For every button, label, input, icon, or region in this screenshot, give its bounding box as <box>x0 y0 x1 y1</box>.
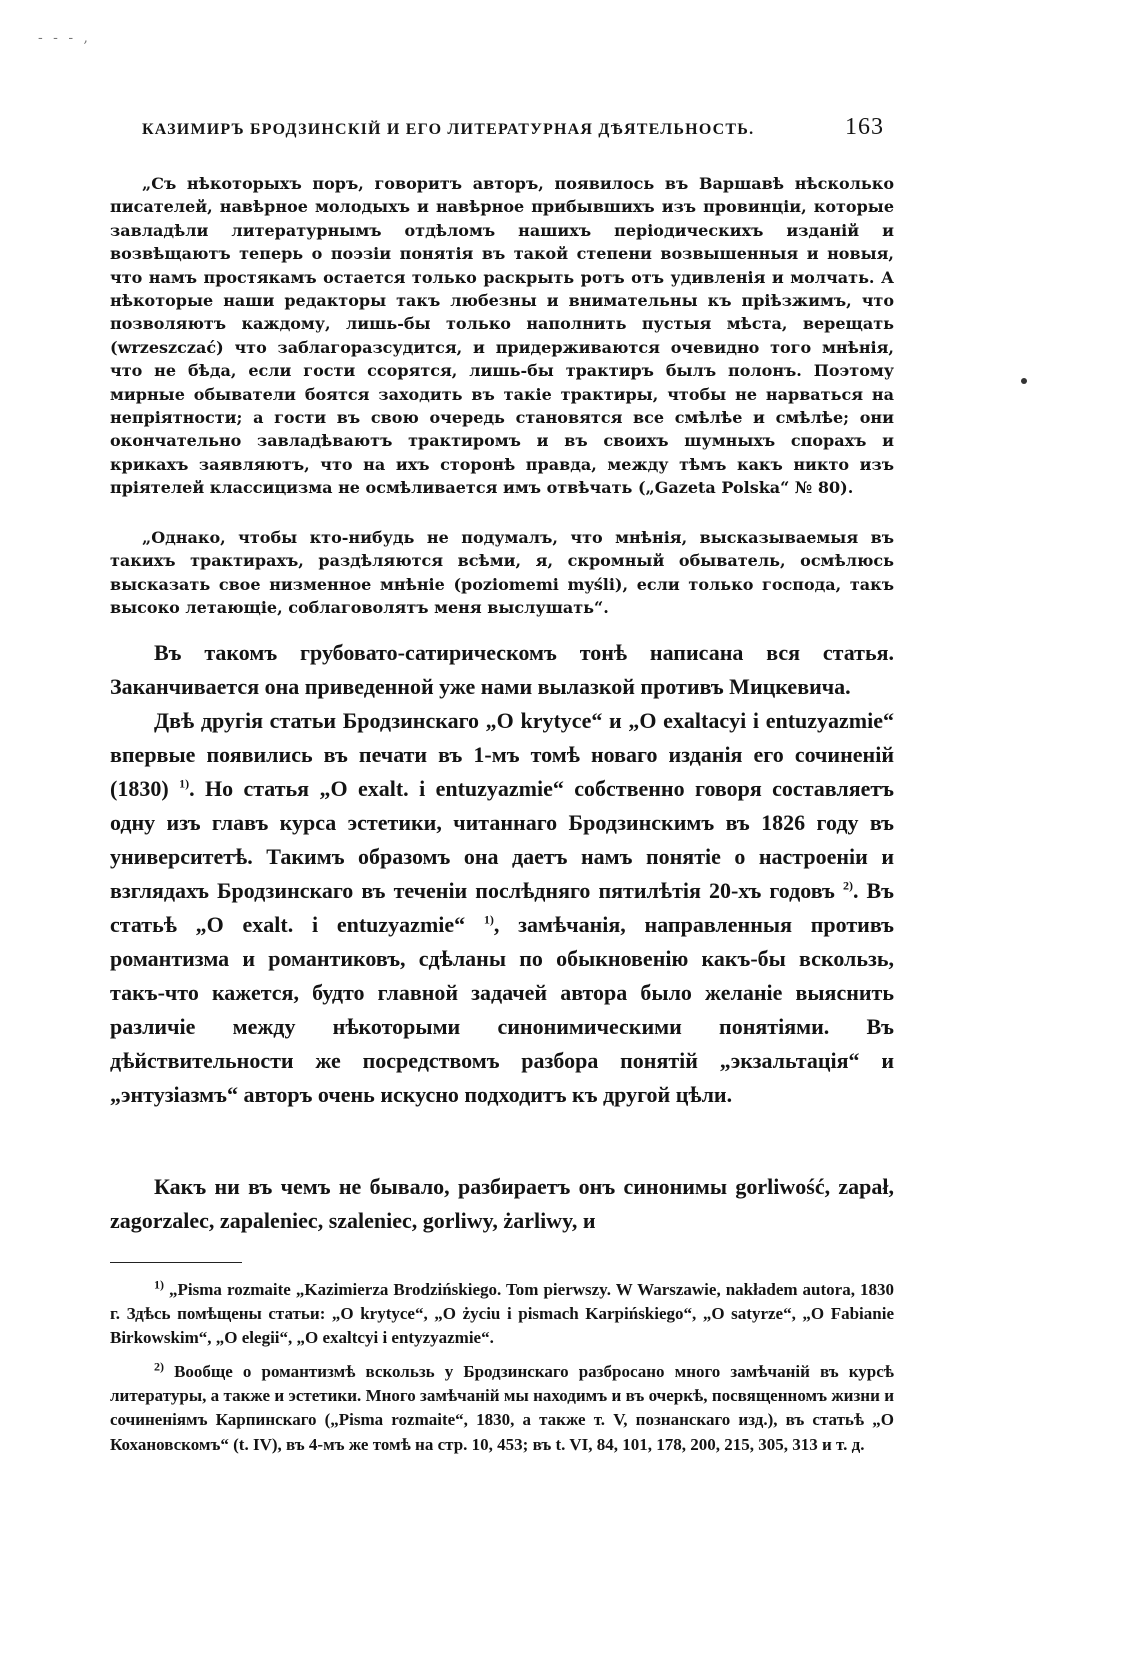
footnote-ref: 1) <box>483 912 494 927</box>
scan-speck <box>1021 378 1027 384</box>
paragraph-text <box>110 704 894 1112</box>
footnote-1 <box>110 1278 894 1351</box>
quote-paragraph: „Съ нѣкоторыхъ поръ, говоритъ авторъ, появилось въ Варшавѣ нѣсколько писателей, навѣрное молодыхъ и навѣрное прибывшихъ изъ провинціи, которые завладѣли литературнымъ отдѣломъ нашихъ періодическихъ изданій и возвѣщаютъ теперь о поэзіи понятія въ такой степени возвышенныя и новыя, что намъ простякамъ остается только раскрыть ротъ отъ удивленія и молчать. А нѣкоторые наши редакторы такъ любезны и внимательны къ пріѣзжимъ, что позволяютъ каждому, лишь-бы только наполнить пустыя мѣста, верещать (wrzeszczać) что заблагоразсудится, и придерживаются очевидно того мнѣнія, что не бѣда, если гости ссорятся, лишь-бы трактиръ былъ полонъ. Поэтому мирные обыватели боятся заходить въ такіе трактиры, чтобы не нарваться на непріятности; а гости въ свою очередь становятся все смѣлѣе и смѣлѣе; они окончательно завладѣваютъ трактиромъ и въ своихъ шумныхъ спорахъ и крикахъ заявляютъ, что на ихъ сторонѣ правда, между тѣмъ какъ никто изъ пріятелей классицизма не осмѣливается имъ отвѣчать („Gazeta Polska“ № 80). <box>110 174 894 498</box>
body-paragraph-2 <box>110 704 894 1112</box>
quotation-block <box>110 172 894 500</box>
running-title: КАЗИМИРЪ БРОДЗИНСКІЙ И ЕГО ЛИТЕРАТУРНАЯ ДѢЯТЕЛЬНОСТЬ. <box>142 121 755 138</box>
footnote-text <box>110 1278 894 1351</box>
body-paragraph-3 <box>110 1170 894 1238</box>
footnote-body: Вообще о романтизмѣ вскользь у Бродзинскаго разбросано много замѣчаній въ курсѣ литературы, а также и эстетики. Много замѣчаній мы находимъ и въ очеркѣ, посвященномъ жизни и сочиненіямъ Карпинскаго („Pisma rozmaite“, 1830, а также т. V, познанскаго изд.), въ статьѣ „О Кохановскомъ“ (t. IV), въ 4-мъ же томѣ на стр. 10, 453; въ t. VI, 84, 101, 178, 200, 215, 305, 313 и т. д. <box>110 1362 894 1454</box>
running-header <box>142 114 884 144</box>
footnote-ref: 2) <box>842 878 853 893</box>
paragraph-segment: , замѣчанія, направленныя противъ романтизма и романтиковъ, сдѣланы по обыкновенію какъ-бы вскользь, такъ-что кажется, будто главной задачей автора было желаніе выяснить различіе между нѣкоторыми синонимическими понятіями. Въ дѣйствительности же посредствомъ разбора понятій „экзальтація“ и „энтузіазмъ“ авторъ очень искусно подходитъ къ другой цѣли. <box>110 912 894 1107</box>
footnote-2 <box>110 1360 894 1457</box>
footnote-separator <box>110 1262 242 1263</box>
footnote-ref: 1) <box>179 776 190 791</box>
paragraph-text: Въ такомъ грубовато-сатирическомъ тонѣ написана вся статья. Заканчивается она приведенной уже нами вылазкой противъ Мицкевича. <box>110 640 894 699</box>
footnote-marker: 1) <box>154 1277 164 1292</box>
footnote-marker: 2) <box>154 1359 164 1374</box>
footnote-body: „Pisma rozmaite „Kazimierza Brodzińskiego. Tom pierwszy. W Warszawie, nakładem autora, 1830 г. Здѣсь помѣщены статьи: „O krytyce“, „O życiu i pismach Karpińskiego“, „O satyrze“, „O Fabianie Birkowskim“, „O elegii“, „O exaltcyi i entyzyazmie“. <box>110 1280 895 1348</box>
body-paragraph-1 <box>110 636 894 704</box>
page-number: 163 <box>845 114 884 140</box>
paragraph-segment: Двѣ другія статьи Бродзинскаго „O krytyce“ и „O exaltacyi i entuzyazmie“ впервые появились въ печати въ 1-мъ томѣ новаго изданія его сочиненій (1830) <box>110 708 894 801</box>
paragraph-segment: . Но статья „O exalt. i entuzyazmie“ собственно говоря составляетъ одну изъ главъ курса эстетики, читаннаго Бродзинскимъ въ 1826 году въ университетѣ. Такимъ образомъ она даетъ намъ понятіе о настроеніи и взглядахъ Бродзинскаго въ теченіи послѣдняго пятилѣтія 20-хъ годовъ <box>110 776 895 903</box>
scan-marks: - - - , <box>38 30 91 46</box>
quote-paragraph: „Однако, чтобы кто-нибудь не подумалъ, что мнѣнія, высказываемыя въ такихъ трактирахъ, раздѣляются всѣми, я, скромный обыватель, осмѣлюсь высказать свое низменное мнѣніе (poziomemi myśli), если только господа, такъ высоко летающіе, соблаговолятъ меня выслушать“. <box>110 528 894 618</box>
paragraph-segment: . Въ статьѣ „O exalt. i entuzyazmie“ <box>110 878 894 937</box>
paragraph-text: Какъ ни въ чемъ не бывало, разбираетъ онъ синонимы gorliwość, zapał, zagorzalec, zapaleniec, szaleniec, gorliwy, żarliwy, и <box>110 1174 894 1233</box>
quotation-block-2 <box>110 526 894 620</box>
footnote-text <box>110 1360 894 1457</box>
